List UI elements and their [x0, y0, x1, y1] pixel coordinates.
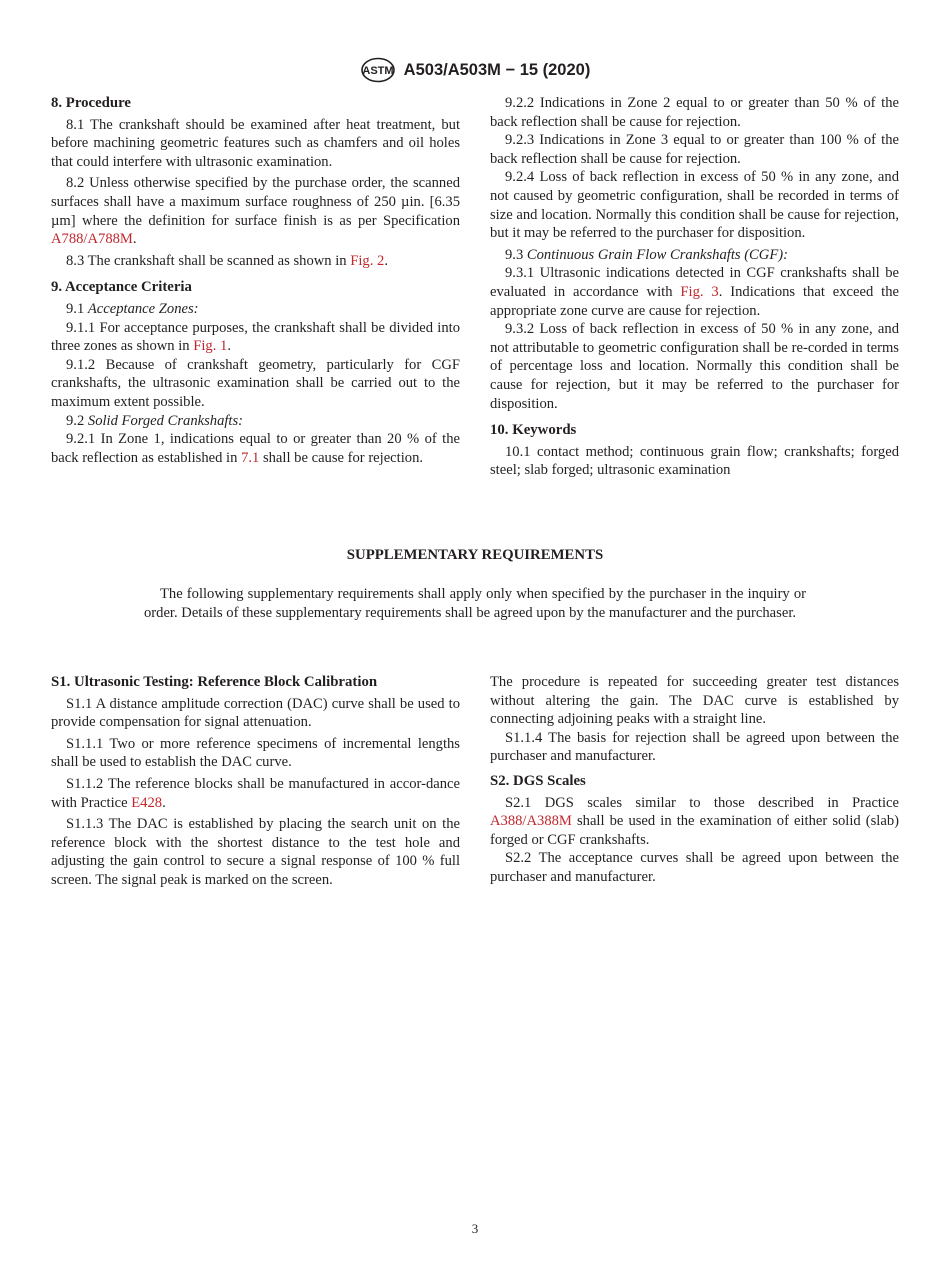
para-8-2: 8.2 Unless otherwise specified by the purchase order, the scanned surfaces shall have a maximum surface roughness of 250 µin. [6.35 µm] where the definition for surface finish is as per Specification A788/A788M. [51, 175, 460, 248]
section-8-heading: 8. Procedure [51, 95, 131, 111]
para-9-2-1: 9.2.1 In Zone 1, indications equal to or greater than 20 % of the back reflection as established in 7.1 shall be cause for rejection. [51, 431, 460, 466]
link-7-1[interactable]: 7.1 [241, 449, 260, 466]
link-a788[interactable]: A788/A788M [51, 231, 133, 248]
para-s1-1-2: S1.1.2 The reference blocks shall be manufactured in accor-dance with Practice E428. [51, 775, 460, 811]
para-s2-1: S2.1 DGS scales similar to those described in Practice A388/A388M shall be used in the examination of either solid (slab) forged or CGF crankshafts. [490, 794, 899, 848]
para-s1-1-1: S1.1.1 Two or more reference specimens of incremental lengths shall be used to establish the DAC curve. [51, 735, 460, 771]
section-9-heading: 9. Acceptance Criteria [51, 279, 192, 296]
para-9-1: 9.1 Acceptance Zones: [66, 300, 199, 317]
standard-designation: A503/A503M − 15 (2020) [403, 60, 591, 79]
section-s2-heading: S2. DGS Scales [490, 772, 586, 789]
para-10-1: 10.1 contact method; continuous grain flow; crankshafts; forged steel; slab forged; ultrasonic examination [490, 443, 899, 479]
para-s1-1-4: S1.1.4 The basis for rejection shall be agreed upon between the purchaser and manufacturer. [490, 729, 899, 765]
supplementary-intro: The following supplementary requirements shall apply only when specified by the purchaser in the inquiry or order. Details of these supplementary requirements shall be agreed upon by the manufacturer and the purchaser. [144, 586, 806, 622]
right-column-bottom [490, 673, 899, 887]
para-s2-2: S2.2 The acceptance curves shall be agreed upon between the purchaser and manufacturer. [490, 850, 899, 885]
section-s1-heading: S1. Ultrasonic Testing: Reference Block Calibration [51, 674, 378, 690]
para-9-3-1: 9.3.1 Ultrasonic indications detected in CGF crankshafts shall be evaluated in accordance with Fig. 3. Indications that exceed the appropriate zone curve are cause for rejection. [490, 265, 900, 319]
link-fig-2[interactable]: Fig. 2 [350, 252, 385, 269]
astm-logo-icon [360, 57, 396, 83]
para-8-1: 8.1 The crankshaft should be examined after heat treatment, but before machining geometric features such as chamfers and oil holes that could interfere with ultrasonic examination. [51, 116, 460, 170]
para-s1-1: S1.1 A distance amplitude correction (DAC) curve shall be used to provide compensation for signal attenuation. [51, 695, 460, 731]
para-9-1-1: 9.1.1 For acceptance purposes, the crankshaft shall be divided into three zones as shown in Fig. 1. [51, 319, 460, 355]
link-a388[interactable]: A388/A388M [490, 813, 572, 830]
link-fig-1[interactable]: Fig. 1 [193, 338, 228, 355]
right-column-top [490, 94, 899, 480]
para-s1-1-3-continued: The procedure is repeated for succeeding greater test distances without altering the gain. The DAC curve is established by connecting adjoining peaks with a straight line. [490, 674, 899, 728]
left-column-top [51, 94, 460, 467]
para-9-3: 9.3 Continuous Grain Flow Crankshafts (CGF): [505, 246, 788, 263]
svg-text:ASTM: ASTM [362, 65, 394, 77]
section-10-heading: 10. Keywords [490, 422, 577, 439]
para-9-2-2: 9.2.2 Indications in Zone 2 equal to or greater than 50 % of the back reflection shall be cause for rejection. [490, 95, 899, 130]
para-9-2-3: 9.2.3 Indications in Zone 3 equal to or greater than 100 % of the back reflection shall be cause for rejection. [490, 132, 899, 167]
para-8-3: 8.3 The crankshaft shall be scanned as shown in Fig. 2. [66, 252, 388, 269]
para-9-1-2: 9.1.2 Because of crankshaft geometry, particularly for CGF crankshafts, the ultrasonic examination shall be carried out to the maximum extent possible. [51, 356, 460, 410]
supplementary-title: SUPPLEMENTARY REQUIREMENTS [346, 547, 604, 563]
para-9-2-4: 9.2.4 Loss of back reflection in excess of 50 % in any zone, and not caused by geometric configuration, shall be recorded in terms of size and location. Normally this condition shall be cause for rejection, but it may be referred to the purchaser for disposition. [490, 169, 899, 242]
left-column-bottom [51, 673, 460, 890]
para-s1-1-3: S1.1.3 The DAC is established by placing the search unit on the reference block with the shortest distance to the test hole and adjusting the gain control to secure a signal response of 100 % full screen. The signal peak is marked on the screen. [51, 816, 460, 888]
page-header [0, 56, 950, 84]
para-9-3-2: 9.3.2 Loss of back reflection in excess of 50 % in any zone, and not attributable to geometric configuration shall be re-corded in terms of percentage loss and location. Normally this condition shall be cause for rejection, but it may be referred to the purchaser for disposition. [490, 321, 899, 412]
link-fig-3[interactable]: Fig. 3 [680, 283, 719, 300]
para-9-2: 9.2 Solid Forged Crankshafts: [66, 412, 244, 429]
link-e428[interactable]: E428 [131, 794, 163, 811]
page-number: 3 [471, 1221, 479, 1236]
